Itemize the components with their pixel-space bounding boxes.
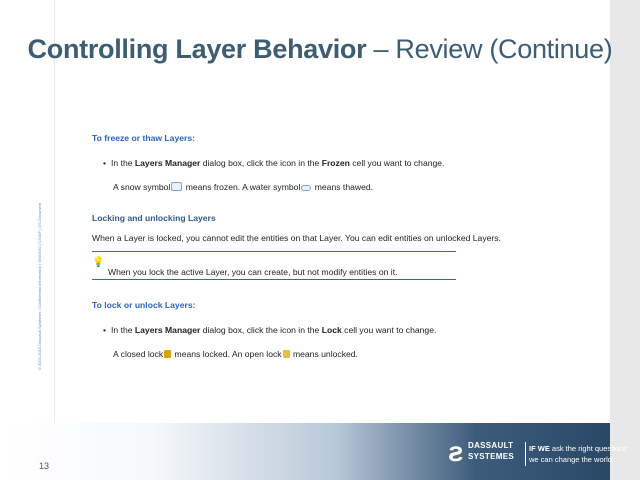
ds-logo-icon: ƨ (448, 436, 464, 467)
lightbulb-icon: 💡 (92, 257, 105, 268)
locking-note: When you lock the active Layer, you can create, but not modify entities on it. (108, 267, 398, 277)
lock-bullet-line: • In the Layers Manager dialog box, click the icon in the Lock cell you want to change. (103, 325, 437, 335)
left-margin-rule (54, 0, 55, 480)
locking-heading: Locking and unlocking Layers (92, 213, 216, 223)
closed-lock-icon (164, 350, 171, 358)
tagline: IF WE ask the right questions we can change the world. (529, 444, 627, 464)
open-lock-icon (283, 350, 290, 358)
slide-title (0, 34, 640, 65)
lock-heading: To lock or unlock Layers: (92, 300, 196, 310)
locking-body: When a Layer is locked, you cannot edit the entities on that Layer. You can edit entities on unlocked Layers. (92, 233, 501, 243)
dassault-logo (448, 437, 528, 471)
title-bold: Controlling Layer Behavior (27, 34, 367, 64)
water-symbol-icon (301, 185, 311, 191)
logo-text: DASSAULT SYSTEMES (468, 441, 514, 461)
note-bottom-rule (92, 279, 456, 280)
lock-symbol-line: A closed lock means locked. An open lock means unlocked. (113, 349, 358, 359)
right-margin-band (610, 0, 640, 480)
bullet-dot: • (103, 325, 107, 335)
freeze-bullet-line: • In the Layers Manager dialog box, click the icon in the Frozen cell you want to change. (103, 158, 445, 168)
freeze-heading: To freeze or thaw Layers: (92, 133, 195, 143)
title-rest: – Review (Continue) (366, 34, 613, 64)
note-top-rule (92, 251, 456, 252)
page-number: 13 (39, 461, 50, 471)
freeze-symbol-line: A snow symbol means frozen. A water symbol means thawed. (113, 182, 374, 192)
vertical-copyright-text: © 2002-2010 Dassault Systèmes | Confidential Information | SIW2010 | CSWP | DS Document (37, 202, 42, 370)
bullet-dot: • (103, 158, 107, 168)
snow-symbol-icon (171, 182, 182, 191)
logo-divider (525, 442, 526, 466)
